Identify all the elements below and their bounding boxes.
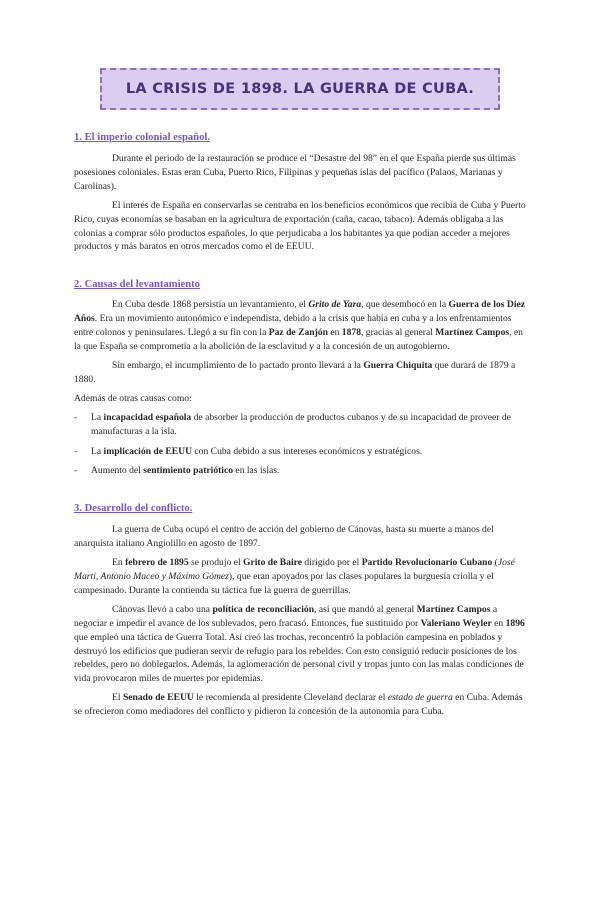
emphasis: Grito de Baire [243,557,302,569]
paragraph [74,359,526,387]
text: de absorber la producción de productos cubanos y de su incapacidad de proveer de manufacturas a la isla. [91,411,511,437]
text: con Cuba debido a sus intereses económicos y estratégicos. [192,445,423,457]
paragraph [74,556,526,598]
emphasis-italic: José Martí, Antonio Maceo y Máximo Gómez [74,557,515,583]
text: En Cuba desde 1868 persistía un levantamiento, el [112,299,309,311]
emphasis: Partido Revolucionario Cubano [361,557,493,569]
text: El interés de España en conservarlas se centraba en los beneficios económicos que recibía de Cuba y Puerto Rico, cuyas economías se basaban en la agricultura de exportación (caña, cacao, tabaco). Además obligaba a las colonias a comprar sólo productos españoles, lo que perjudicaba a los habitantes ya que podían acceder a mejores productos y más baratos en otros mercados como el de EEUU. [74,199,526,253]
bullet-mark: - [74,465,78,477]
emphasis: Martínez Campos [416,603,491,615]
page-title: LA CRISIS DE 1898. LA GUERRA DE CUBA. [125,81,475,97]
text: ( [492,557,498,569]
list-item [74,464,526,478]
text: en Cuba. Además se ofrecieron como mediadores del conflicto y pidieron la concesión de la autonomía para Cuba. [74,692,523,718]
list-intro: Además de otras causas como: [74,392,192,404]
emphasis: Grito de Yara [308,299,362,311]
text: , en la que España se comprometía a la abolición de la esclavitud y a la concesión de un autogobierno. [74,327,523,353]
emphasis: incapacidad española [103,411,192,423]
text: , así que mandó al general [314,603,417,615]
text: se produjo el [188,557,244,569]
text: . Era un movimiento autonómico e independista, debido a la crisis que había en cuba y a los enfrentamientos entre colonos y peninsulares. Llegó a su fin con la [74,313,512,339]
section-causas [74,278,526,478]
title-banner [100,68,500,110]
bullet-mark: - [74,411,78,423]
text: En [112,557,126,569]
text: en [491,617,506,629]
emphasis: Guerra Chiquita [363,359,433,371]
section-desarrollo [74,502,526,719]
text: La [91,411,104,423]
text: La [91,445,104,457]
text: El [112,692,123,704]
bullet-mark: - [74,445,78,457]
section-imperio-colonial [74,131,526,254]
emphasis: 1878 [341,327,361,339]
text: Cánovas llevó a cabo una [112,603,213,615]
emphasis: Valeriano Weyler [420,617,492,629]
paragraph [74,691,526,719]
text: que durará de 1879 a 1880. [74,359,516,385]
text: ), que eran apoyados por las clases populares la burguesía criolla y el campesinado. Durante la contienda su táctica fue la guerra de guerrillas. [74,571,494,596]
paragraph [74,152,526,194]
paragraph [74,199,526,255]
emphasis: Guerra de los Diez Años [74,299,525,325]
causes-list [74,411,526,479]
emphasis: sentimiento patriótico [143,465,234,477]
document-page [0,68,600,916]
text: Aumento del [91,465,144,477]
text: dirigido por el [302,557,362,569]
emphasis: Martínez Campos [435,327,510,339]
text: le recomienda al presidente Cleveland declarar el [193,692,388,704]
text: , gracias al general [360,327,436,339]
section-heading: 2. Causas del levantamiento [74,279,200,291]
emphasis: política de reconciliación [212,603,315,615]
section-heading: 3. Desarrollo del conflicto. [74,503,193,515]
paragraph [74,603,526,686]
emphasis: 1896 [505,617,525,629]
list-item [74,445,526,459]
emphasis: implicación de EEUU [103,445,193,457]
text: Sin embargo, el incumplimiento de lo pactado pronto llevará a la [112,359,364,371]
text: que empleó una táctica de Guerra Total. Así creó las trochas, reconcentró la población campesina en poblados y destruyó los edificios que pudieran servir de refugio para los rebeldes. Con esto consiguió reducir posiciones de los rebeldes, pero no doblegarlos. Además, la aglomeración de personal civil y tropas junto con las malas condiciones de vida provocaron miles de muertes por epidemias. [74,631,524,685]
paragraph [74,523,526,551]
emphasis: Senado de EEUU [122,692,194,704]
text: La guerra de Cuba ocupó el centro de acción del gobierno de Cánovas, hasta su muerte a manos del anarquista italiano Angiolillo en agosto de 1897. [74,524,494,550]
text: en las islas. [233,465,280,477]
emphasis: Paz de Zanjón [268,327,328,339]
paragraph [74,298,526,354]
text: a negociar e impedir el avance de los sublevados, pero fracasó. Entonces, fue sustituido por [74,603,498,629]
text: en [327,327,342,339]
list-item [74,411,526,439]
emphasis: febrero de 1895 [125,557,189,569]
text: Durante el periodo de la restauración se produce el “Desastre del 98” en el que España pierde sus últimas posesiones coloniales. Estas eran Cuba, Puerto Rico, Filipinas y pequeñas islas del pacífico (Palaos, Marianas y Carolinas). [74,153,516,192]
text: , que desembocó en la [361,299,449,311]
section-heading: 1. El imperio colonial español. [74,132,210,143]
emphasis-italic: estado de guerra [387,692,453,704]
